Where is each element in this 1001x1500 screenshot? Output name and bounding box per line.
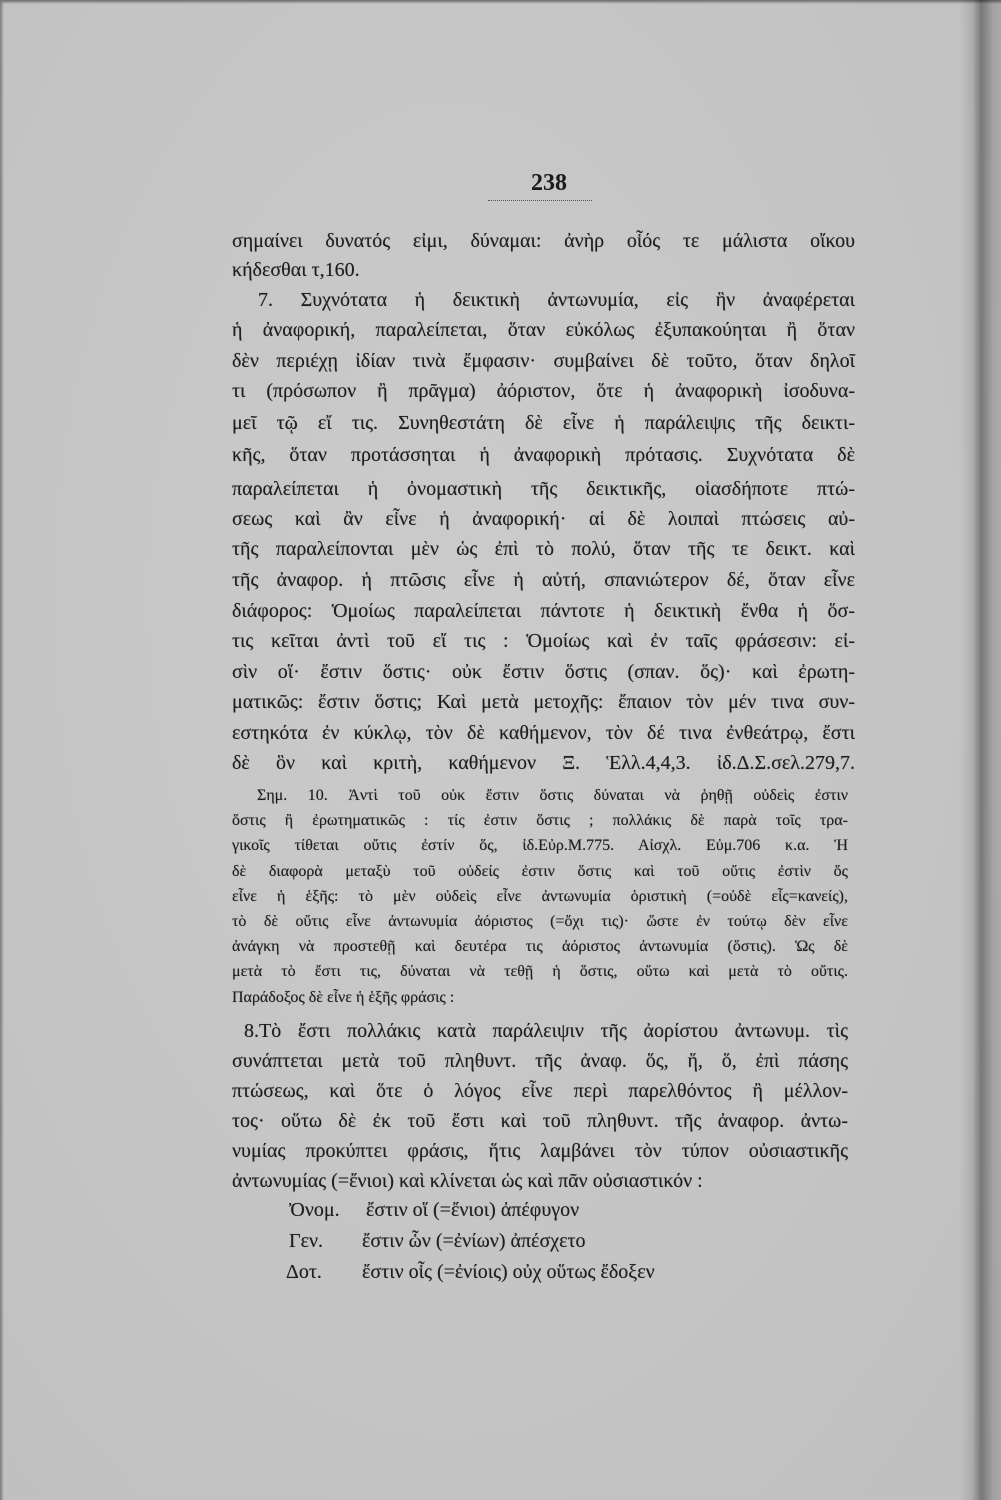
case-label: Γεν. bbox=[289, 1230, 324, 1252]
note-line: ὅστις ἢ ἐρωτηματικῶς : τίς ἐστιν ὅστις ; πολλάκις δὲ παρὰ τοῖς τρα- bbox=[232, 812, 848, 829]
body-line: τις κεῖται ἀντὶ τοῦ εἴ τις : Ὁμοίως καὶ ἐν ταῖς φράσεσιν: εἰ- bbox=[232, 630, 855, 652]
page-left-edge bbox=[0, 0, 4, 1500]
body-line: νυμίας προκύπτει φράσις, ἥτις λαμβάνει τὸν τύπον οὐσιαστικῆς bbox=[232, 1140, 848, 1162]
note-line: Σημ. 10. Ἀντὶ τοῦ οὐκ ἔστιν ὅστις δύναται νὰ ῥηθῇ οὐδεὶς ἐστιν bbox=[257, 787, 848, 804]
body-line: σημαίνει δυνατός εἰμι, δύναμαι: ἀνὴρ οἷός τε μάλιστα οἴκου bbox=[232, 230, 855, 252]
page-number: 238 bbox=[531, 170, 567, 196]
body-line: μεῖ τῷ εἴ τις. Συνηθεστάτη δὲ εἶνε ἡ παράλειψις τῆς δεικτι- bbox=[232, 412, 855, 434]
body-line: τῆς παραλείπονται μὲν ὡς ἐπὶ τὸ πολύ, ὅταν τῆς τε δεικτ. καὶ bbox=[232, 538, 855, 560]
body-line: ματικῶς: ἔστιν ὅστις; Καὶ μετὰ μετοχῆς: ἔπαιον τὸν μέν τινα συν- bbox=[232, 691, 855, 713]
note-line: τὸ δὲ οὔτις εἶνε ἀντωνυμία ἀόριστος (=ὄχι τις)· ὥστε ἐν τούτῳ δὲν εἶνε bbox=[232, 913, 848, 930]
case-label: Ὀνομ. bbox=[289, 1199, 340, 1221]
note-line: μετὰ τὸ ἔστι τις, δύναται νὰ τεθῇ ἡ ὅστις, οὕτω καὶ μετὰ τὸ οὔτις. bbox=[232, 963, 848, 980]
body-line: σεως καὶ ἂν εἶνε ἡ ἀναφορική· αἱ δὲ λοιπαὶ πτώσεις αὐ- bbox=[232, 508, 855, 530]
case-form: ἔστιν οἵ (=ἔνιοι) ἀπέφυγον bbox=[366, 1199, 580, 1221]
page-number-rule bbox=[488, 200, 592, 201]
body-line: δὲ ὃν καὶ κριτὴ, καθήμενον Ξ. Ἑλλ.4,4,3. ἰδ.Δ.Σ.σελ.279,7. bbox=[232, 752, 855, 774]
case-label: Δοτ. bbox=[286, 1261, 322, 1283]
body-line: ἡ ἀναφορική, παραλείπεται, ὅταν εὐκόλως ἐξυπακούηται ἢ ὅταν bbox=[232, 319, 855, 341]
paragraph-8-first-line: 8.Τὸ ἔστι πολλάκις κατὰ παράλειψιν τῆς ἀορίστου ἀντωνυμ. τὶς bbox=[244, 1020, 848, 1042]
body-line: παραλείπεται ἡ ὀνομαστικὴ τῆς δεικτικῆς, οἱασδήποτε πτώ- bbox=[232, 478, 855, 500]
body-line: δὲν περιέχῃ ἰδίαν τινὰ ἔμφασιν· συμβαίνει δὲ τοῦτο, ὅταν δηλοῖ bbox=[232, 350, 855, 372]
body-line: σὶν οἵ· ἔστιν ὅστις· οὐκ ἔστιν ὅστις (σπαν. ὅς)· καὶ ἐρωτη- bbox=[232, 661, 855, 683]
body-line: κήδεσθαι τ,160. bbox=[232, 259, 360, 281]
page-top-edge bbox=[0, 0, 1001, 4]
note-line: εἶνε ἡ ἑξῆς: τὸ μὲν οὐδεὶς εἶνε ἀντωνυμία ὁριστικὴ (=οὐδὲ εἷς=κανείς), bbox=[232, 888, 848, 905]
body-line: τος· οὕτω δὲ ἐκ τοῦ ἔστι καὶ τοῦ πληθυντ. τῆς ἀναφορ. ἀντω- bbox=[232, 1110, 848, 1132]
body-line: ἀντωνυμίας (=ἔνιοι) καὶ κλίνεται ὡς καὶ πᾶν οὐσιαστικόν : bbox=[232, 1170, 703, 1192]
case-form: ἔστιν ὧν (=ἐνίων) ἀπέσχετο bbox=[362, 1230, 586, 1252]
paragraph-7-first-line: 7. Συχνότατα ἡ δεικτικὴ ἀντωνυμία, εἰς ἣν ἀναφέρεται bbox=[258, 289, 855, 311]
note-line: Παράδοξος δὲ εἶνε ἡ ἑξῆς φράσις : bbox=[232, 989, 455, 1006]
body-line: πτώσεως, καὶ ὅτε ὁ λόγος εἶνε περὶ παρελθόντος ἢ μέλλον- bbox=[232, 1080, 848, 1102]
body-line: εστηκότα ἐν κύκλῳ, τὸν δὲ καθήμενον, τὸν δέ τινα ἐνθεάτρῳ, ἔστι bbox=[232, 722, 855, 744]
note-line: γικοῖς τίθεται οὔτις ἐστίν ὅς, ἰδ.Εὐρ.Μ.775. Αἰσχλ. Εὐμ.706 κ.α. Ἡ bbox=[232, 837, 848, 854]
body-line: τῆς ἀναφορ. ἡ πτῶσις εἶνε ἡ αὐτή, σπανιώτερον δέ, ὅταν εἶνε bbox=[232, 569, 855, 591]
body-line: συνάπτεται μετὰ τοῦ πληθυντ. τῆς ἀναφ. ὅς, ἥ, ὅ, ἐπὶ πάσης bbox=[232, 1050, 848, 1072]
note-line: ἀνάγκη νὰ προστεθῇ καὶ δευτέρα τις ἀόριστος ἀντωνυμία (ὅστις). Ὡς δὲ bbox=[232, 938, 848, 955]
note-line: δὲ διαφορὰ μεταξὺ τοῦ οὐδείς ἐστιν ὅστις καὶ τοῦ οὔτις ἐστὶν ὅς bbox=[232, 863, 848, 880]
body-line: τι (πρόσωπον ἢ πρᾶγμα) ἀόριστον, ὅτε ἡ ἀναφορικὴ ἰσοδυνα- bbox=[232, 380, 855, 402]
binding-shadow bbox=[960, 0, 1001, 1500]
case-form: ἔστιν οἷς (=ἐνίοις) οὐχ οὕτως ἔδοξεν bbox=[362, 1261, 655, 1283]
body-line: κῆς, ὅταν προτάσσηται ἡ ἀναφορικὴ πρότασις. Συχνότατα δὲ bbox=[232, 444, 855, 466]
body-line: διάφορος: Ὁμοίως παραλείπεται πάντοτε ἡ δεικτικὴ ἔνθα ἡ ὅσ- bbox=[232, 600, 855, 622]
